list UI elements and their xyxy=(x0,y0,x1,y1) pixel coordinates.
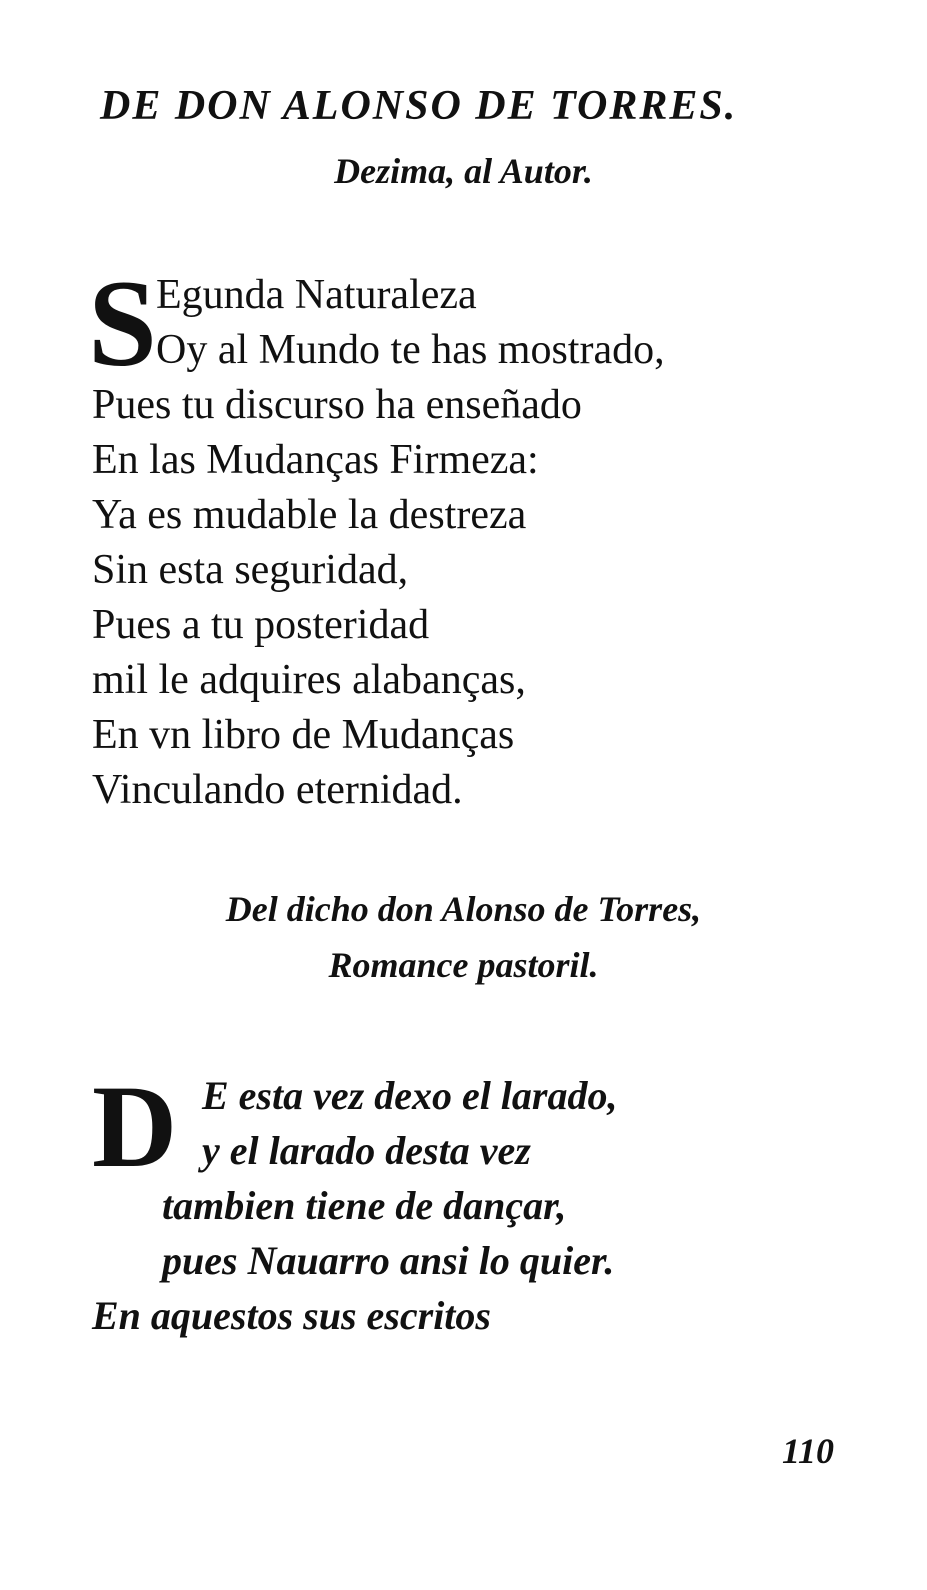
poem-line: Sin esta seguridad, xyxy=(92,547,409,593)
poem-line: tambien tiene de dançar, xyxy=(162,1183,567,1228)
poem-line: Egunda Naturaleza xyxy=(156,272,477,318)
poem-line: Pues a tu posteridad xyxy=(92,602,430,648)
romance-poem xyxy=(92,1061,852,1343)
poem-line: Pues tu discurso ha enseñado xyxy=(92,382,582,428)
section-heading: Del dicho don Alonso de Torres, xyxy=(225,889,702,929)
section-subheading: Romance pastoril. xyxy=(328,945,599,985)
poem-line: Oy al Mundo te has mostrado, xyxy=(156,327,665,373)
poem-line: y el larado desta vez xyxy=(202,1128,531,1173)
drop-cap-d: D xyxy=(92,1061,178,1192)
poem-line: En las Mudanças Firmeza: xyxy=(92,437,539,483)
dezima-poem xyxy=(92,268,852,818)
poem-line: mil le adquires alabanças, xyxy=(92,657,526,703)
poem-line: En aquestos sus escritos xyxy=(92,1293,491,1338)
poem-line: E esta vez dexo el larado, xyxy=(202,1073,618,1118)
poem-line: Vinculando eternidad. xyxy=(92,767,463,813)
poem-line: Ya es mudable la destreza xyxy=(92,492,527,538)
poem-line: pues Nauarro ansi lo quier. xyxy=(162,1238,615,1283)
poem-subtitle: Dezima, al Autor. xyxy=(334,151,593,191)
running-title: DE DON ALONSO DE TORRES. xyxy=(100,83,738,129)
poem-line: En vn libro de Mudanças xyxy=(92,712,515,758)
page-number: 110 xyxy=(782,1431,835,1471)
drop-cap-s: S xyxy=(88,255,157,392)
